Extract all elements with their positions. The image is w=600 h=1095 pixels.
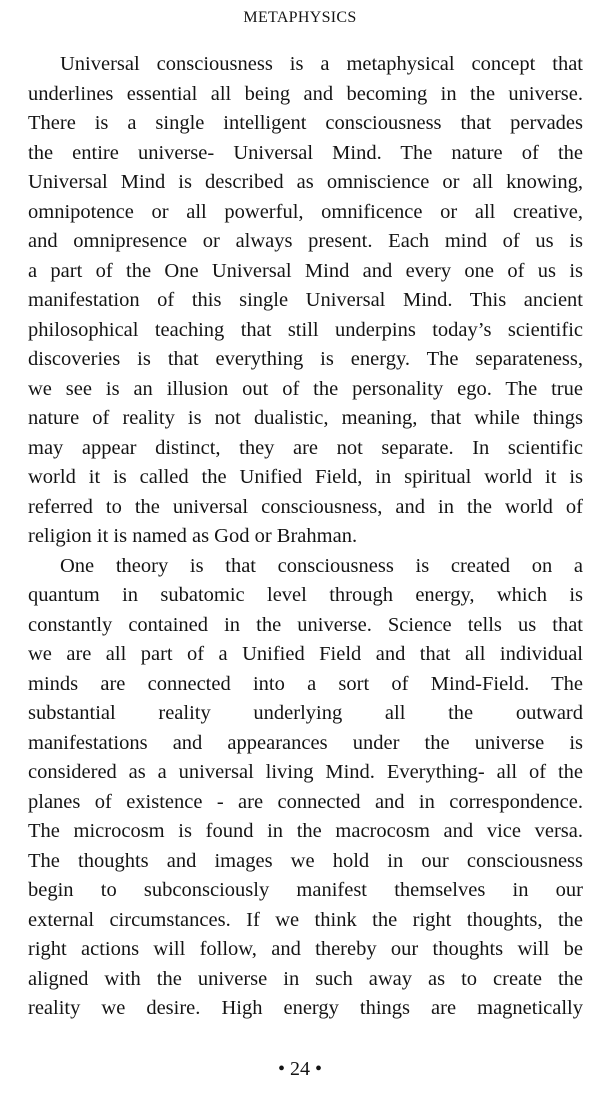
text-line: The thoughts and images we hold in our consciousness (28, 849, 583, 872)
text-line: we are all part of a Unified Field and that all individual (28, 643, 583, 665)
text-line: quantum in subatomic level through energy, which is (28, 584, 583, 606)
text-line: right actions will follow, and thereby our thoughts will be (28, 938, 583, 960)
text-line: a part of the One Universal Mind and every one of us is (28, 259, 583, 282)
text-line: manifestation of this single Universal Mind. This ancient (28, 289, 583, 311)
text-line: world it is called the Unified Field, in spiritual world it is (28, 466, 583, 488)
text-line: underlines essential all being and becoming in the universe. (28, 82, 583, 105)
text-line: One theory is that consciousness is created on a (60, 554, 583, 577)
text-line: nature of reality is not dualistic, meaning, that while things (28, 407, 583, 429)
text-line: philosophical teaching that still underpins today’s scientific (28, 318, 583, 341)
page-number: • 24 • (277, 1058, 322, 1080)
text-line: omnipotence or all powerful, omnificence or all creative, (28, 200, 583, 223)
text-line: substantial reality underlying all the outward (28, 702, 583, 724)
text-line: referred to the universal consciousness, and in the world of (28, 495, 583, 518)
text-line: Universal Mind is described as omniscience or all knowing, (28, 171, 583, 193)
text-line: we see is an illusion out of the personality ego. The true (28, 377, 583, 400)
text-line: manifestations and appearances under the universe is (28, 731, 583, 754)
text-line: and omnipresence or always present. Each mind of us is (28, 230, 583, 252)
text-line: Universal consciousness is a metaphysical concept that (60, 53, 583, 75)
text-line: aligned with the universe in such away as to create the (28, 967, 583, 990)
text-line: considered as a universal living Mind. Everything- all of the (28, 761, 583, 783)
text-line: The microcosm is found in the macrocosm and vice versa. (28, 820, 583, 842)
text-line: There is a single intelligent consciousness that pervades (28, 112, 583, 134)
text-line: minds are connected into a sort of Mind-Field. The (28, 672, 583, 695)
text-line: planes of existence - are connected and in correspondence. (28, 790, 583, 813)
text-line: discoveries is that everything is energy. The separateness, (28, 348, 583, 370)
body-text (28, 50, 583, 1024)
text-line: religion it is named as God or Brahman. (28, 525, 358, 547)
text-line: constantly contained in the universe. Science tells us that (28, 613, 583, 636)
text-line: external circumstances. If we think the right thoughts, the (28, 908, 583, 931)
text-line: may appear distinct, they are not separate. In scientific (28, 436, 583, 459)
running-head: METAPHYSICS (243, 9, 357, 26)
text-line: the entire universe- Universal Mind. The nature of the (28, 141, 583, 164)
text-line: begin to subconsciously manifest themselves in our (28, 879, 583, 901)
text-line: reality we desire. High energy things are magnetically (28, 997, 583, 1019)
